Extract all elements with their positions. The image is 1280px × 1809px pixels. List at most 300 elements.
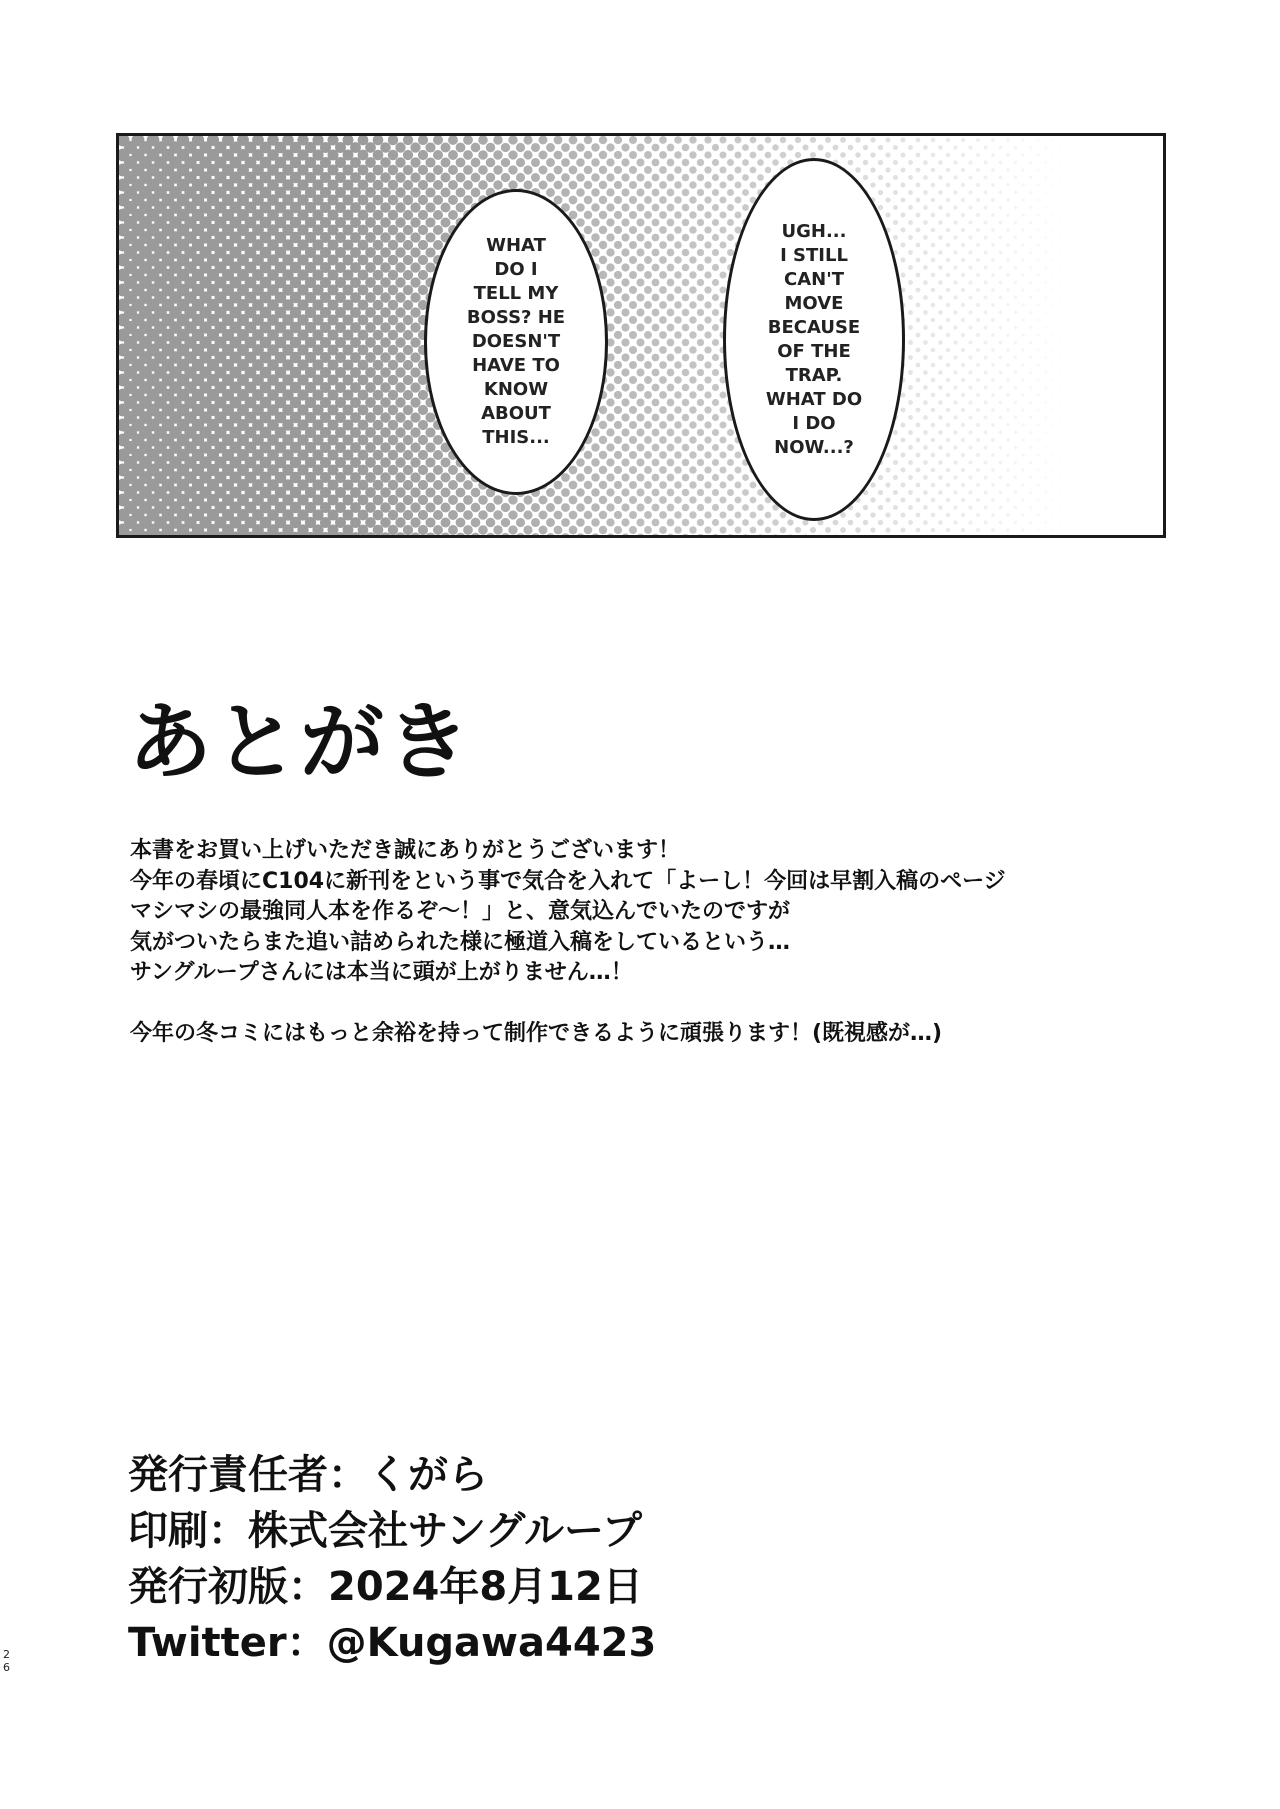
halftone-dot xyxy=(1127,334,1129,336)
halftone-dot xyxy=(908,265,913,270)
halftone-dot xyxy=(1135,207,1136,208)
halftone-dot xyxy=(946,363,950,367)
halftone-dot xyxy=(976,528,980,532)
halftone-dot xyxy=(999,401,1003,405)
halftone-dot xyxy=(1105,327,1107,329)
halftone-dot xyxy=(953,355,957,359)
halftone-dot xyxy=(539,151,548,160)
halftone-dot xyxy=(1105,222,1107,224)
halftone-dot xyxy=(606,458,614,466)
halftone-dot xyxy=(629,481,637,489)
halftone-dot xyxy=(380,352,391,363)
halftone-dot xyxy=(425,502,435,512)
halftone-dot xyxy=(418,270,428,280)
halftone-dot xyxy=(418,465,428,475)
halftone-dot xyxy=(652,399,660,407)
halftone-dot xyxy=(893,520,898,525)
halftone-dot xyxy=(659,316,667,324)
halftone-dot xyxy=(674,451,682,459)
halftone-dot xyxy=(1036,303,1039,306)
halftone-dot xyxy=(727,204,734,211)
halftone-dot xyxy=(772,144,779,151)
halftone-dot xyxy=(719,241,726,248)
halftone-dot xyxy=(870,497,875,502)
halftone-dot xyxy=(961,393,965,397)
halftone-dot xyxy=(486,503,496,513)
halftone-dot xyxy=(923,265,928,270)
halftone-dot xyxy=(614,421,622,429)
halftone-dot xyxy=(395,367,405,377)
halftone-dot xyxy=(923,145,928,150)
halftone-dot xyxy=(659,511,667,519)
halftone-dot xyxy=(403,195,413,205)
halftone-dot xyxy=(991,498,995,502)
halftone-dot xyxy=(1097,514,1099,516)
halftone-dot xyxy=(1036,243,1039,246)
halftone-dot xyxy=(667,324,675,332)
halftone-dot xyxy=(373,435,384,446)
halftone-dot xyxy=(395,187,405,197)
halftone-dot xyxy=(373,345,384,356)
halftone-dot xyxy=(1127,469,1129,471)
halftone-dot xyxy=(787,534,793,535)
halftone-dot xyxy=(697,474,704,481)
afterword-line: 今年の春頃にC104に新刊をという事で気合を入れて「よーし！今回は早割入稿のページ xyxy=(130,868,1006,894)
halftone-dot xyxy=(667,474,675,482)
halftone-dot xyxy=(441,503,451,513)
halftone-dot xyxy=(968,385,972,389)
halftone-dot xyxy=(1036,408,1039,411)
halftone-dot xyxy=(418,180,428,190)
halftone-dot xyxy=(1067,349,1070,352)
halftone-dot xyxy=(991,213,995,217)
halftone-dot xyxy=(901,423,906,428)
halftone-dot xyxy=(1097,529,1099,531)
halftone-dot xyxy=(403,180,413,190)
halftone-dot xyxy=(1120,447,1122,449)
halftone-dot xyxy=(667,429,675,437)
halftone-dot xyxy=(410,277,420,287)
halftone-dot xyxy=(441,518,451,528)
halftone-dot xyxy=(403,510,413,520)
halftone-dot xyxy=(606,518,614,526)
halftone-dot xyxy=(501,173,510,182)
halftone-dot xyxy=(991,468,995,472)
halftone-dot xyxy=(908,145,913,150)
halftone-dot xyxy=(1044,251,1047,254)
halftone-dot xyxy=(395,247,405,257)
halftone-dot xyxy=(1082,169,1084,171)
halftone-dot xyxy=(1074,146,1077,149)
halftone-dot xyxy=(953,220,957,224)
halftone-dot xyxy=(704,376,711,383)
halftone-dot xyxy=(637,429,645,437)
halftone-dot xyxy=(373,210,384,221)
halftone-dot xyxy=(576,458,585,467)
halftone-dot xyxy=(410,517,420,527)
halftone-dot xyxy=(931,483,936,488)
halftone-dot xyxy=(1052,349,1055,352)
halftone-dot xyxy=(931,303,936,308)
halftone-dot xyxy=(1089,281,1091,283)
halftone-dot xyxy=(1044,176,1047,179)
halftone-dot xyxy=(1127,349,1129,351)
halftone-dot xyxy=(1089,161,1091,163)
halftone-dot xyxy=(772,534,779,535)
halftone-dot xyxy=(403,225,413,235)
halftone-dot xyxy=(373,285,384,296)
halftone-dot xyxy=(584,181,593,190)
halftone-dot xyxy=(403,375,413,385)
halftone-dot xyxy=(742,534,749,535)
halftone-dot xyxy=(953,340,957,344)
halftone-dot xyxy=(682,384,690,392)
page-number-digit: 2 xyxy=(3,1648,10,1661)
halftone-dot xyxy=(689,271,696,278)
halftone-dot xyxy=(727,489,734,496)
halftone-dot xyxy=(667,354,675,362)
halftone-dot xyxy=(591,233,599,241)
halftone-dot xyxy=(448,195,458,205)
halftone-dot xyxy=(1021,138,1024,141)
halftone-dot xyxy=(923,460,928,465)
halftone-dot xyxy=(1112,319,1114,321)
halftone-dot xyxy=(712,519,719,526)
halftone-dot xyxy=(629,436,637,444)
halftone-dot xyxy=(1014,371,1017,374)
halftone-dot xyxy=(704,136,711,143)
halftone-dot xyxy=(1135,492,1136,493)
halftone-dot xyxy=(425,517,435,527)
halftone-dot xyxy=(1052,334,1055,337)
halftone-dot xyxy=(742,159,749,166)
halftone-dot xyxy=(1089,416,1091,418)
halftone-dot xyxy=(425,427,435,437)
halftone-dot xyxy=(697,159,704,166)
halftone-dot xyxy=(1006,468,1010,472)
halftone-dot xyxy=(833,520,839,526)
halftone-dot xyxy=(403,300,413,310)
halftone-dot xyxy=(735,467,742,474)
halftone-dot xyxy=(923,160,928,165)
halftone-dot xyxy=(938,490,942,494)
halftone-dot xyxy=(878,505,883,510)
halftone-dot xyxy=(629,406,637,414)
halftone-dot xyxy=(1142,214,1143,215)
halftone-dot xyxy=(1120,507,1122,509)
halftone-dot xyxy=(1074,221,1077,224)
halftone-dot xyxy=(712,369,719,376)
halftone-dot xyxy=(697,324,704,331)
halftone-dot xyxy=(652,249,660,257)
halftone-dot xyxy=(1105,462,1107,464)
halftone-dot xyxy=(938,145,942,149)
halftone-dot xyxy=(629,196,637,204)
halftone-dot xyxy=(403,240,413,250)
halftone-dot xyxy=(433,180,443,190)
halftone-dot xyxy=(946,153,950,157)
halftone-dot xyxy=(388,150,398,160)
halftone-dot xyxy=(1097,439,1099,441)
halftone-dot xyxy=(395,352,405,362)
halftone-dot xyxy=(1097,229,1099,231)
halftone-dot xyxy=(644,346,652,354)
halftone-dot xyxy=(712,249,719,256)
halftone-dot xyxy=(1014,341,1017,344)
halftone-dot xyxy=(810,137,816,143)
halftone-dot xyxy=(629,346,637,354)
halftone-dot xyxy=(682,219,690,227)
halftone-dot xyxy=(916,393,921,398)
halftone-dot xyxy=(984,341,988,345)
halftone-dot xyxy=(463,136,473,145)
halftone-dot xyxy=(946,498,950,502)
halftone-dot xyxy=(1082,199,1084,201)
halftone-dot xyxy=(953,205,957,209)
halftone-dot xyxy=(637,519,645,527)
halftone-dot xyxy=(938,505,942,509)
halftone-dot xyxy=(938,310,942,314)
halftone-dot xyxy=(1067,514,1070,517)
halftone-dot xyxy=(1105,522,1107,524)
halftone-dot xyxy=(704,196,711,203)
bubble-line: CAN'T xyxy=(784,268,844,290)
halftone-dot xyxy=(863,145,868,150)
halftone-dot xyxy=(885,182,890,187)
halftone-dot xyxy=(1142,154,1143,155)
halftone-dot xyxy=(1097,379,1099,381)
halftone-dot xyxy=(1036,258,1039,261)
halftone-dot xyxy=(1135,522,1136,523)
halftone-dot xyxy=(991,393,995,397)
halftone-dot xyxy=(599,136,607,144)
halftone-dot xyxy=(395,232,405,242)
halftone-dot xyxy=(682,504,690,512)
halftone-dot xyxy=(395,307,405,317)
halftone-dot xyxy=(1044,416,1047,419)
halftone-dot xyxy=(999,206,1003,210)
halftone-dot xyxy=(984,386,988,390)
halftone-dot xyxy=(1074,416,1077,419)
halftone-dot xyxy=(704,391,711,398)
halftone-dot xyxy=(1097,349,1099,351)
halftone-dot xyxy=(539,511,548,520)
halftone-dot xyxy=(659,271,667,279)
halftone-dot xyxy=(667,504,675,512)
halftone-dot xyxy=(704,301,711,308)
halftone-dot xyxy=(1044,521,1047,524)
halftone-dot xyxy=(976,348,980,352)
halftone-dot xyxy=(938,160,942,164)
halftone-dot xyxy=(742,204,749,211)
halftone-dot xyxy=(410,262,420,272)
halftone-dot xyxy=(1029,251,1032,254)
halftone-dot xyxy=(1097,289,1099,291)
colophon xyxy=(128,1447,656,1671)
bubble-line: I STILL xyxy=(780,244,848,266)
halftone-dot xyxy=(659,331,667,339)
halftone-dot xyxy=(1127,319,1129,321)
halftone-dot xyxy=(1120,222,1122,224)
halftone-dot xyxy=(991,243,995,247)
halftone-dot xyxy=(599,256,607,264)
halftone-dot xyxy=(1112,364,1114,366)
halftone-dot xyxy=(1052,394,1055,397)
halftone-dot xyxy=(652,489,660,497)
halftone-dot xyxy=(591,533,599,535)
halftone-dot xyxy=(953,145,957,149)
halftone-dot xyxy=(885,197,890,202)
halftone-dot xyxy=(584,466,593,475)
halftone-dot xyxy=(403,345,413,355)
halftone-dot xyxy=(1006,513,1010,517)
halftone-dot xyxy=(388,225,398,235)
halftone-dot xyxy=(380,442,391,453)
halftone-dot xyxy=(433,495,443,505)
halftone-dot xyxy=(968,205,972,209)
halftone-dot xyxy=(1052,439,1055,442)
halftone-dot xyxy=(999,221,1003,225)
halftone-dot xyxy=(1089,296,1091,298)
halftone-dot xyxy=(1029,161,1032,164)
halftone-dot xyxy=(1120,462,1122,464)
halftone-dot xyxy=(652,429,660,437)
halftone-dot xyxy=(999,491,1003,495)
halftone-dot xyxy=(855,152,861,158)
halftone-dot xyxy=(614,241,622,249)
halftone-dot xyxy=(991,333,995,337)
halftone-dot xyxy=(1142,304,1143,305)
halftone-dot xyxy=(991,168,995,172)
halftone-dot xyxy=(818,145,824,151)
halftone-dot xyxy=(1029,491,1032,494)
halftone-dot xyxy=(689,481,696,488)
halftone-dot xyxy=(968,235,972,239)
halftone-dot xyxy=(591,458,599,466)
halftone-dot xyxy=(637,309,645,317)
halftone-dot xyxy=(501,503,510,512)
halftone-dot xyxy=(1014,476,1017,479)
halftone-dot xyxy=(1021,168,1024,171)
halftone-dot xyxy=(1014,461,1017,464)
halftone-dot xyxy=(652,339,660,347)
halftone-dot xyxy=(644,271,652,279)
halftone-dot xyxy=(1021,513,1024,516)
halftone-dot xyxy=(667,444,675,452)
halftone-dot xyxy=(674,496,682,504)
halftone-dot xyxy=(418,150,428,160)
halftone-dot xyxy=(674,181,682,189)
halftone-dot xyxy=(719,391,726,398)
halftone-dot xyxy=(946,318,950,322)
halftone-dot xyxy=(1006,378,1010,382)
halftone-dot xyxy=(1120,492,1122,494)
halftone-dot xyxy=(968,310,972,314)
halftone-dot xyxy=(848,145,854,151)
halftone-dot xyxy=(1067,424,1070,427)
halftone-dot xyxy=(1074,296,1077,299)
halftone-dot xyxy=(984,296,988,300)
halftone-dot xyxy=(946,483,950,487)
halftone-dot xyxy=(652,459,660,467)
halftone-dot xyxy=(652,219,660,227)
halftone-dot xyxy=(1036,528,1039,531)
halftone-dot xyxy=(410,322,420,332)
halftone-dot xyxy=(991,273,995,277)
halftone-dot xyxy=(1097,139,1099,141)
halftone-dot xyxy=(1036,183,1039,186)
bubble-line: TELL MY xyxy=(473,283,559,304)
halftone-dot xyxy=(1135,432,1136,433)
halftone-dot xyxy=(1097,274,1099,276)
halftone-dot xyxy=(946,348,950,352)
halftone-dot xyxy=(968,160,972,164)
halftone-dot xyxy=(1112,154,1114,156)
halftone-dot xyxy=(961,423,965,427)
halftone-dot xyxy=(659,361,667,369)
halftone-dot xyxy=(523,180,532,189)
halftone-dot xyxy=(652,204,660,212)
halftone-dot xyxy=(697,189,704,196)
halftone-dot xyxy=(1127,529,1129,531)
halftone-dot xyxy=(659,226,667,234)
halftone-dot xyxy=(1082,289,1084,291)
halftone-dot xyxy=(1029,521,1032,524)
halftone-dot xyxy=(576,173,585,182)
halftone-dot xyxy=(727,144,734,151)
halftone-dot xyxy=(621,143,629,151)
halftone-dot xyxy=(719,256,726,263)
halftone-dot xyxy=(938,340,942,344)
halftone-dot xyxy=(1074,311,1077,314)
halftone-dot xyxy=(644,166,652,174)
halftone-dot xyxy=(591,188,599,196)
halftone-dot xyxy=(516,143,525,152)
halftone-dot xyxy=(667,294,675,302)
halftone-dot xyxy=(1052,514,1055,517)
halftone-dot xyxy=(388,285,398,295)
halftone-dot xyxy=(652,534,660,535)
bubble-line: BECAUSE xyxy=(767,316,861,338)
halftone-dot xyxy=(410,157,420,167)
halftone-dot xyxy=(637,474,645,482)
halftone-dot xyxy=(591,203,599,211)
halftone-dot xyxy=(901,258,906,263)
halftone-dot xyxy=(984,371,988,375)
halftone-dot xyxy=(621,218,629,226)
halftone-dot xyxy=(999,311,1003,315)
halftone-dot xyxy=(1135,477,1136,478)
halftone-dot xyxy=(946,393,950,397)
halftone-dot xyxy=(901,273,906,278)
halftone-dot xyxy=(1135,162,1136,163)
halftone-dot xyxy=(1074,266,1077,269)
halftone-dot xyxy=(712,144,719,151)
halftone-dot xyxy=(493,495,502,504)
halftone-dot xyxy=(757,144,764,151)
halftone-dot xyxy=(908,325,913,330)
bubble-line: DO I xyxy=(494,259,538,280)
halftone-dot xyxy=(380,412,391,423)
comic-panel xyxy=(116,133,1166,538)
halftone-dot xyxy=(373,465,384,476)
halftone-dot xyxy=(1120,162,1122,164)
halftone-dot xyxy=(1044,446,1047,449)
halftone-dot xyxy=(689,301,696,308)
halftone-dot xyxy=(1021,288,1024,291)
halftone-dot xyxy=(652,294,660,302)
halftone-dot xyxy=(712,174,719,181)
